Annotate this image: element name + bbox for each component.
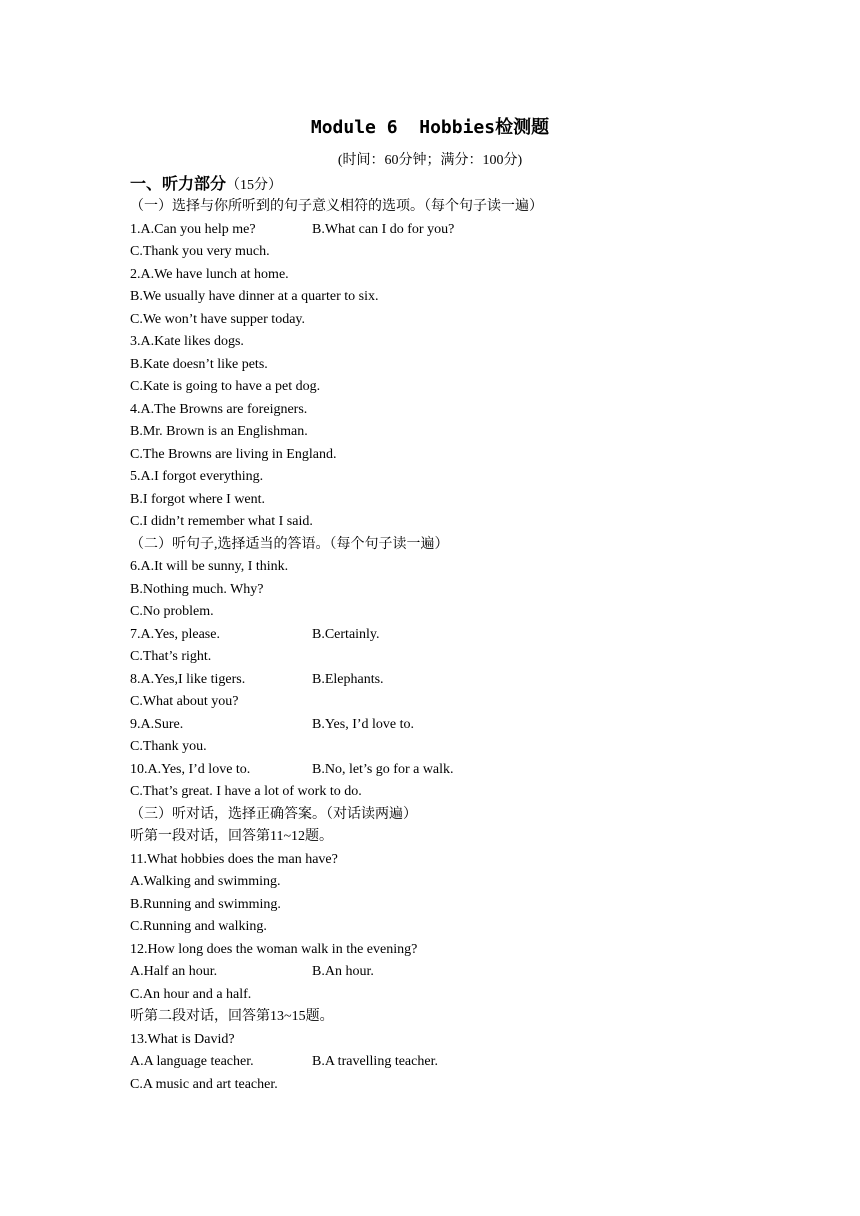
text-line xyxy=(130,1029,770,1052)
line-text: C.Kate is going to have a pet dog. xyxy=(130,379,321,394)
text-line xyxy=(130,916,770,939)
text-line xyxy=(130,219,770,242)
line-text: 2.A.We have lunch at home. xyxy=(130,266,289,282)
text-line xyxy=(130,556,770,579)
text-line xyxy=(130,871,770,894)
text-line xyxy=(130,736,770,759)
text-line xyxy=(130,421,770,444)
text-line xyxy=(130,984,770,1007)
line-text: C.Thank you very much. xyxy=(130,244,270,259)
section-score: （15分） xyxy=(226,178,283,193)
line-text: 11.What hobbies does the man have? xyxy=(130,851,338,867)
text-line xyxy=(130,579,770,602)
text-line xyxy=(130,286,770,309)
text-line xyxy=(130,849,770,872)
text-line xyxy=(130,646,770,669)
option-b-text: B.Elephants. xyxy=(312,671,384,687)
text-line xyxy=(130,1006,770,1029)
text-line xyxy=(130,714,770,737)
line-text: B.I forgot where I went. xyxy=(130,491,266,507)
question-list xyxy=(130,196,770,1096)
text-line xyxy=(130,534,770,557)
text-line xyxy=(130,894,770,917)
text-line xyxy=(130,399,770,422)
line-text: 3.A.Kate likes dogs. xyxy=(130,334,244,349)
line-text: 10.A.Yes, I’d love to. xyxy=(130,761,251,777)
line-text: 8.A.Yes,I like tigers. xyxy=(130,671,246,687)
text-line xyxy=(130,1051,770,1074)
text-line xyxy=(130,264,770,287)
line-text: 听第一段对话，回答第11~12题。 xyxy=(130,829,334,844)
line-text: （一）选择与你所听到的句子意义相符的选项。（每个句子读一遍） xyxy=(130,199,543,214)
line-text: 9.A.Sure. xyxy=(130,716,184,732)
text-line xyxy=(130,489,770,512)
section-title: 一、听力部分 xyxy=(130,174,227,193)
line-text: 13.What is David? xyxy=(130,1031,235,1047)
line-text: 12.How long does the woman walk in the evening? xyxy=(130,941,418,957)
text-line xyxy=(130,196,770,219)
document-title: Module 6 Hobbies检测题 xyxy=(310,117,550,138)
text-line xyxy=(130,939,770,962)
text-line xyxy=(130,511,770,534)
option-b-text: B.A travelling teacher. xyxy=(312,1054,438,1069)
line-text: （二）听句子,选择适当的答语。（每个句子读一遍） xyxy=(130,536,449,552)
text-line xyxy=(130,376,770,399)
line-text: C.The Browns are living in England. xyxy=(130,446,337,462)
line-text: A.A language teacher. xyxy=(130,1054,254,1069)
option-b-text: B.An hour. xyxy=(312,964,374,979)
text-line xyxy=(130,309,770,332)
option-b-text: B.Yes, I’d love to. xyxy=(312,716,415,732)
line-text: C.That’s right. xyxy=(130,649,212,664)
text-line xyxy=(130,624,770,647)
option-b-text: B.No, let’s go for a walk. xyxy=(312,761,454,777)
line-text: （三）听对话，选择正确答案。（对话读两遍） xyxy=(130,806,417,822)
section-heading xyxy=(130,173,282,197)
line-text: B.Mr. Brown is an Englishman. xyxy=(130,424,308,439)
line-text: 6.A.It will be sunny, I think. xyxy=(130,559,289,574)
line-text: B.Nothing much. Why? xyxy=(130,581,264,597)
line-text: A.Walking and swimming. xyxy=(130,874,281,889)
line-text: C.Thank you. xyxy=(130,739,207,754)
text-line xyxy=(130,601,770,624)
text-line xyxy=(130,241,770,264)
line-text: C.An hour and a half. xyxy=(130,986,252,1002)
exam-info: (时间：60分钟；满分：100分) xyxy=(337,153,523,168)
text-line xyxy=(130,961,770,984)
line-text: A.Half an hour. xyxy=(130,964,218,979)
line-text: 听第二段对话，回答第13~15题。 xyxy=(130,1009,334,1024)
line-text: 4.A.The Browns are foreigners. xyxy=(130,401,308,417)
line-text: C.What about you? xyxy=(130,694,239,709)
line-text: C.No problem. xyxy=(130,604,214,619)
line-text: C.A music and art teacher. xyxy=(130,1076,278,1092)
line-text: 5.A.I forgot everything. xyxy=(130,469,264,484)
text-line xyxy=(130,759,770,782)
text-line xyxy=(130,669,770,692)
text-line xyxy=(130,691,770,714)
text-line xyxy=(130,1074,770,1097)
text-line xyxy=(130,466,770,489)
line-text: B.Kate doesn’t like pets. xyxy=(130,356,268,372)
line-text: B.Running and swimming. xyxy=(130,896,281,912)
line-text: C.That’s great. I have a lot of work to do. xyxy=(130,784,362,799)
text-line xyxy=(130,331,770,354)
text-line xyxy=(130,444,770,467)
line-text: B.We usually have dinner at a quarter to six. xyxy=(130,289,379,304)
text-line xyxy=(130,826,770,849)
line-text: C.Running and walking. xyxy=(130,919,267,934)
text-line xyxy=(130,781,770,804)
line-text: C.We won’t have supper today. xyxy=(130,311,305,327)
option-b-text: B.What can I do for you? xyxy=(312,221,455,237)
text-line xyxy=(130,804,770,827)
line-text: 1.A.Can you help me? xyxy=(130,221,256,237)
line-text: 7.A.Yes, please. xyxy=(130,626,220,642)
line-text: C.I didn’t remember what I said. xyxy=(130,514,313,529)
text-line xyxy=(130,354,770,377)
option-b-text: B.Certainly. xyxy=(312,626,380,642)
